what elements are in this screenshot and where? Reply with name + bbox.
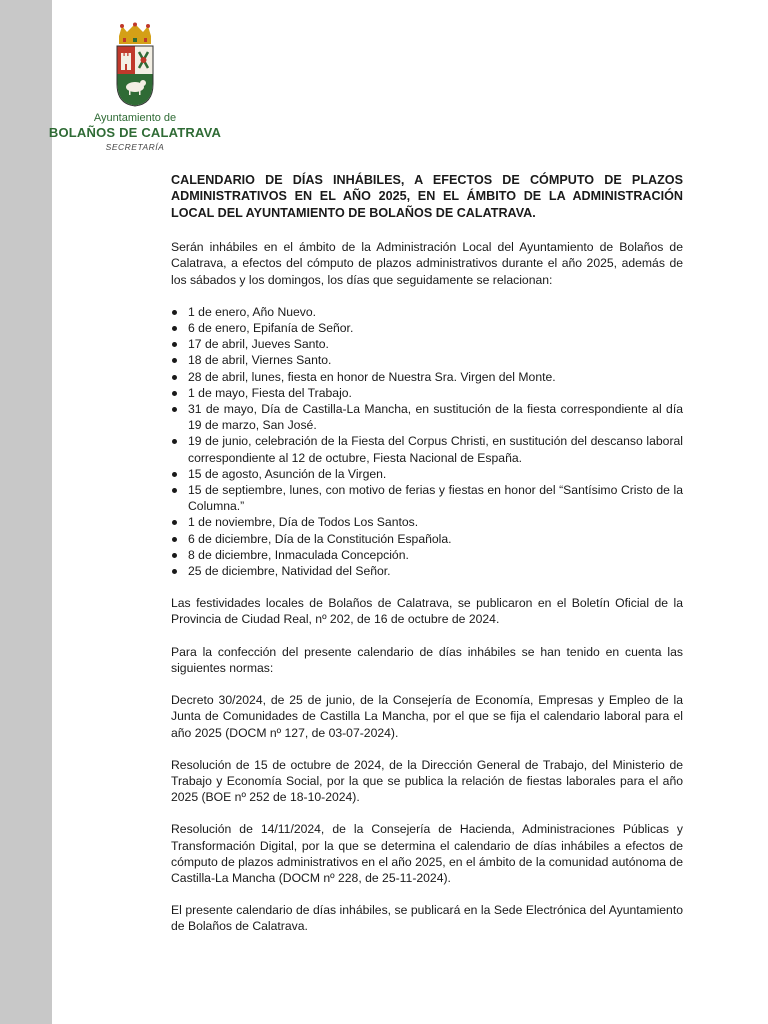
coat-of-arms-icon — [113, 22, 157, 108]
org-name: BOLAÑOS DE CALATRAVA — [48, 125, 222, 140]
bullet-icon — [172, 407, 177, 412]
bullet-icon — [172, 569, 177, 574]
list-item — [171, 352, 683, 368]
list-item — [171, 466, 683, 482]
bullet-icon — [172, 520, 177, 525]
holiday-list — [171, 304, 683, 579]
resolution-boe-paragraph: Resolución de 15 de octubre de 2024, de la Dirección General de Trabajo, del Ministerio de Trabajo y Economía Social, por la que se publica la relación de fiestas laborales para el año 2025 (BOE nº 252 de 18-10-2024). — [171, 757, 683, 805]
bullet-icon — [172, 342, 177, 347]
list-item — [171, 531, 683, 547]
holiday-text: 18 de abril, Viernes Santo. — [188, 353, 332, 368]
local-holidays-paragraph: Las festividades locales de Bolaños de Calatrava, se publicaron en el Boletín Oficial de la Provincia de Ciudad Real, nº 202, de 16 de octubre de 2024. — [171, 596, 683, 627]
list-item — [171, 482, 683, 514]
list-item — [171, 514, 683, 530]
holiday-text: 1 de mayo, Fiesta del Trabajo. — [188, 385, 352, 400]
holiday-text: 6 de diciembre, Día de la Constitución Española. — [188, 531, 452, 546]
norms-intro-paragraph: Para la confección del presente calendario de días inhábiles se han tenido en cuenta las siguientes normas: — [171, 644, 683, 675]
holiday-text: 31 de mayo, Día de Castilla-La Mancha, en sustitución de la fiesta correspondiente al día 19 de marzo, San José. — [188, 402, 683, 433]
left-gray-margin — [0, 0, 52, 1024]
bullet-icon — [172, 553, 177, 558]
holiday-text: 6 de enero, Epifanía de Señor. — [188, 321, 354, 336]
list-item — [171, 304, 683, 320]
holiday-text: 15 de septiembre, lunes, con motivo de ferias y fiestas en honor del “Santísimo Cristo de la Columna.” — [188, 483, 683, 514]
list-item — [171, 433, 683, 465]
list-item — [171, 320, 683, 336]
department-label: SECRETARÍA — [105, 142, 165, 152]
bullet-icon — [172, 391, 177, 396]
holiday-text: 28 de abril, lunes, fiesta en honor de Nuestra Sra. Virgen del Monte. — [188, 369, 556, 384]
list-item — [171, 401, 683, 433]
bullet-icon — [172, 358, 177, 363]
holiday-text: 8 de diciembre, Inmaculada Concepción. — [188, 547, 409, 562]
list-item — [171, 547, 683, 563]
bullet-icon — [172, 472, 177, 477]
holiday-text: 15 de agosto, Asunción de la Virgen. — [188, 466, 387, 481]
list-item — [171, 336, 683, 352]
holiday-text: 25 de diciembre, Natividad del Señor. — [188, 564, 391, 579]
bullet-icon — [172, 439, 177, 444]
document-body — [171, 172, 683, 951]
resolution-docm-paragraph: Resolución de 14/11/2024, de la Consejería de Hacienda, Administraciones Públicas y Transformación Digital, por la que se determina el calendario de días inhábiles a efectos de cómputo de plazos administrativos en el año 2025, en el ámbito de la comunidad autónoma de Castilla-La Mancha (DOCM nº 228, de 25-11-2024). — [171, 822, 683, 885]
holiday-text: 17 de abril, Jueves Santo. — [188, 337, 329, 352]
holiday-text: 1 de enero, Año Nuevo. — [188, 304, 317, 319]
bullet-icon — [172, 310, 177, 315]
list-item — [171, 369, 683, 385]
org-name-prefix: Ayuntamiento de — [93, 112, 177, 124]
bullet-icon — [172, 537, 177, 542]
holiday-text: 19 de junio, celebración de la Fiesta del Corpus Christi, en sustitución del descanso laboral correspondiente al 12 de octubre, Fiesta Nacional de España. — [188, 434, 683, 465]
decree-paragraph: Decreto 30/2024, de 25 de junio, de la Consejería de Economía, Empresas y Empleo de la Junta de Comunidades de Castilla La Mancha, por el que se fija el calendario laboral para el año 2025 (DOCM nº 127, de 03-07-2024). — [171, 693, 683, 740]
bullet-icon — [172, 326, 177, 331]
bullet-icon — [172, 488, 177, 493]
list-item — [171, 385, 683, 401]
intro-paragraph: Serán inhábiles en el ámbito de la Administración Local del Ayuntamiento de Bolaños de Calatrava, a efectos del cómputo de plazos administrativos durante el año 2025, además de los sábados y los domingos, los días que seguidamente se relacionan: — [171, 240, 683, 287]
bullet-icon — [172, 375, 177, 380]
letterhead — [48, 22, 222, 153]
document-title: CALENDARIO DE DÍAS INHÁBILES, A EFECTOS DE CÓMPUTO DE PLAZOS ADMINISTRATIVOS EN EL AÑO 2025, EN EL ÁMBITO DE LA ADMINISTRACIÓN LOCAL DEL AYUNTAMIENTO DE BOLAÑOS DE CALATRAVA. — [171, 173, 683, 220]
holiday-text: 1 de noviembre, Día de Todos Los Santos. — [188, 515, 419, 530]
publication-paragraph: El presente calendario de días inhábiles, se publicará en la Sede Electrónica del Ayuntamiento de Bolaños de Calatrava. — [171, 903, 683, 934]
list-item — [171, 563, 683, 579]
